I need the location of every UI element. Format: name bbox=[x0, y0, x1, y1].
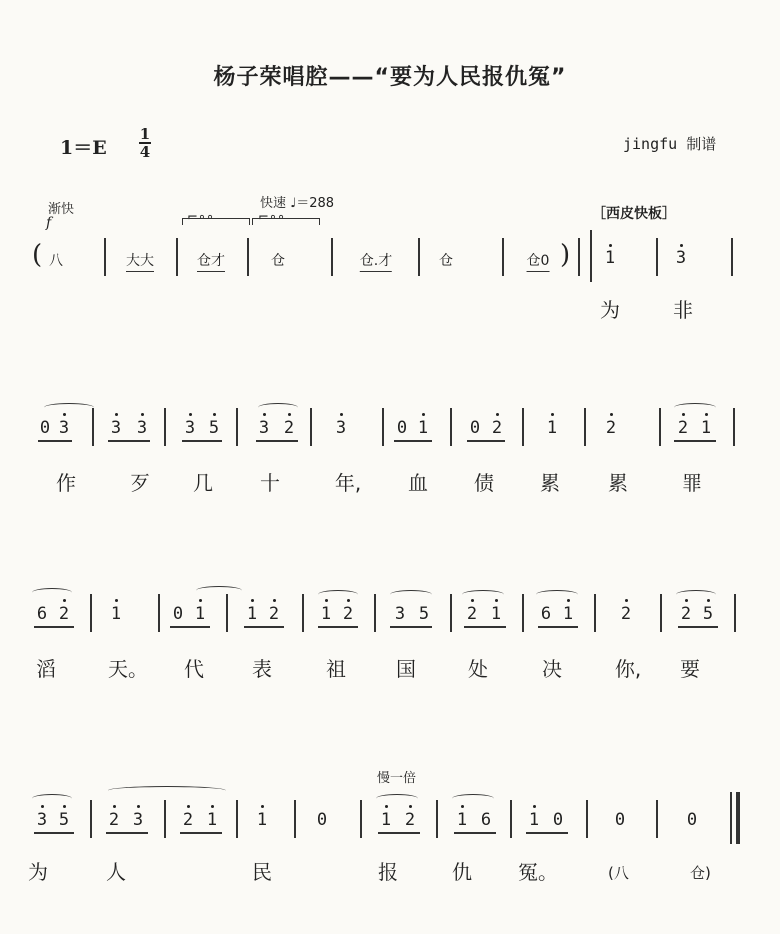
note: 1 bbox=[380, 810, 392, 830]
note: 2 bbox=[58, 604, 70, 624]
note: 6 bbox=[540, 604, 552, 624]
note: 1 bbox=[700, 418, 712, 438]
barline bbox=[510, 800, 512, 838]
perc-cang: 仓 bbox=[439, 253, 453, 269]
note: 3 bbox=[36, 810, 48, 830]
high-octave-dot bbox=[340, 413, 343, 416]
high-octave-dot bbox=[685, 599, 688, 602]
high-octave-dot bbox=[288, 413, 291, 416]
roll-bracket-1: ⌐∘∘ bbox=[187, 210, 215, 225]
slur bbox=[390, 590, 432, 599]
underline bbox=[378, 832, 420, 834]
perc-dada: 大大 bbox=[126, 250, 154, 272]
close-paren: ) bbox=[560, 240, 571, 270]
underline bbox=[256, 440, 298, 442]
note: 5 bbox=[208, 418, 220, 438]
score-title: 杨子荣唱腔——“要为人民报仇冤” bbox=[213, 65, 567, 90]
high-octave-dot bbox=[567, 599, 570, 602]
note: 6 bbox=[36, 604, 48, 624]
note: 1 bbox=[110, 604, 122, 624]
note: 1 bbox=[246, 604, 258, 624]
underline bbox=[464, 626, 506, 628]
high-octave-dot bbox=[261, 805, 264, 808]
barline bbox=[164, 800, 166, 838]
barline bbox=[656, 238, 658, 276]
note: 5 bbox=[58, 810, 70, 830]
lyric: 要 bbox=[680, 657, 700, 681]
note: 3 bbox=[675, 248, 687, 268]
barline bbox=[104, 238, 106, 276]
note: 0 bbox=[686, 810, 698, 830]
slur bbox=[32, 794, 72, 803]
barline bbox=[382, 408, 384, 446]
barline bbox=[733, 408, 735, 446]
note: 1 bbox=[417, 418, 429, 438]
high-octave-dot bbox=[347, 599, 350, 602]
high-octave-dot bbox=[496, 413, 499, 416]
barline bbox=[302, 594, 304, 632]
note: 2 bbox=[182, 810, 194, 830]
note: 0 bbox=[614, 810, 626, 830]
high-octave-dot bbox=[199, 599, 202, 602]
note: 2 bbox=[680, 604, 692, 624]
key-signature: 1＝E bbox=[60, 137, 107, 159]
high-octave-dot bbox=[115, 413, 118, 416]
barline bbox=[594, 594, 596, 632]
note: 3 bbox=[136, 418, 148, 438]
note: 2 bbox=[108, 810, 120, 830]
high-octave-dot bbox=[41, 805, 44, 808]
note: 2 bbox=[620, 604, 632, 624]
barline bbox=[90, 800, 92, 838]
underline bbox=[678, 626, 718, 628]
lyric: 罪 bbox=[682, 471, 702, 495]
underline bbox=[244, 626, 284, 628]
barline bbox=[176, 238, 178, 276]
high-octave-dot bbox=[263, 413, 266, 416]
lyric: 累 bbox=[608, 471, 628, 495]
high-octave-dot bbox=[213, 413, 216, 416]
slur bbox=[32, 588, 72, 597]
lyric: 几 bbox=[193, 471, 213, 495]
lyric: 处 bbox=[468, 657, 488, 681]
underline bbox=[182, 440, 222, 442]
high-octave-dot bbox=[625, 599, 628, 602]
high-octave-dot bbox=[385, 805, 388, 808]
note: 2 bbox=[491, 418, 503, 438]
note: 0 bbox=[396, 418, 408, 438]
barline bbox=[331, 238, 333, 276]
note: 5 bbox=[702, 604, 714, 624]
lyric: 报 bbox=[378, 860, 398, 884]
underline bbox=[34, 626, 74, 628]
ending-perc-ba: (八 bbox=[608, 864, 629, 882]
lyric: 仇 bbox=[452, 860, 472, 884]
barline bbox=[236, 800, 238, 838]
barline bbox=[310, 408, 312, 446]
lyric: 年, bbox=[334, 471, 362, 495]
lyric: 代 bbox=[184, 657, 204, 681]
underline bbox=[454, 832, 496, 834]
high-octave-dot bbox=[211, 805, 214, 808]
barline bbox=[656, 800, 658, 838]
high-octave-dot bbox=[189, 413, 192, 416]
barline bbox=[226, 594, 228, 632]
high-octave-dot bbox=[610, 413, 613, 416]
barline bbox=[659, 408, 661, 446]
high-octave-dot bbox=[115, 599, 118, 602]
underline bbox=[38, 440, 72, 442]
time-signature bbox=[138, 126, 152, 160]
tempo-slower: 慢一倍 bbox=[377, 771, 417, 786]
note: 2 bbox=[342, 604, 354, 624]
roll-bracket-2: ⌐∘∘ bbox=[258, 210, 286, 225]
high-octave-dot bbox=[609, 244, 612, 247]
slur bbox=[452, 794, 494, 803]
high-octave-dot bbox=[137, 805, 140, 808]
note: 3 bbox=[110, 418, 122, 438]
note: 1 bbox=[256, 810, 268, 830]
high-octave-dot bbox=[187, 805, 190, 808]
barline bbox=[247, 238, 249, 276]
slur bbox=[44, 403, 94, 412]
lyric: 滔 bbox=[36, 657, 56, 681]
high-octave-dot bbox=[551, 413, 554, 416]
high-octave-dot bbox=[273, 599, 276, 602]
high-octave-dot bbox=[63, 599, 66, 602]
perc-ba: 八 bbox=[49, 253, 63, 269]
underline bbox=[170, 626, 210, 628]
high-octave-dot bbox=[141, 413, 144, 416]
high-octave-dot bbox=[705, 413, 708, 416]
note: 1 bbox=[206, 810, 218, 830]
note: 2 bbox=[605, 418, 617, 438]
barline bbox=[660, 594, 662, 632]
high-octave-dot bbox=[325, 599, 328, 602]
note: 2 bbox=[268, 604, 280, 624]
ending-perc-cang: 仓) bbox=[690, 864, 711, 882]
lyric: 累 bbox=[540, 471, 560, 495]
open-paren: ( bbox=[32, 240, 43, 270]
note: 1 bbox=[604, 248, 616, 268]
lyric: 非 bbox=[673, 298, 693, 322]
time-denominator: 4 bbox=[139, 143, 151, 161]
note: 1 bbox=[528, 810, 540, 830]
slur bbox=[196, 586, 242, 595]
slur bbox=[108, 786, 226, 795]
high-octave-dot bbox=[409, 805, 412, 808]
slur bbox=[462, 590, 504, 599]
note: 1 bbox=[562, 604, 574, 624]
time-numerator: 1 bbox=[139, 125, 151, 143]
barline bbox=[418, 238, 420, 276]
underline bbox=[674, 440, 716, 442]
barline bbox=[522, 594, 524, 632]
note: 0 bbox=[469, 418, 481, 438]
note: 0 bbox=[552, 810, 564, 830]
barline bbox=[522, 408, 524, 446]
high-octave-dot bbox=[63, 413, 66, 416]
high-octave-dot bbox=[680, 244, 683, 247]
note: 3 bbox=[184, 418, 196, 438]
note: 3 bbox=[335, 418, 347, 438]
lyric: 祖 bbox=[326, 657, 346, 681]
underline bbox=[467, 440, 505, 442]
lyric: 民 bbox=[252, 860, 272, 884]
section-label: ［西皮快板］ bbox=[592, 206, 676, 222]
high-octave-dot bbox=[461, 805, 464, 808]
lyric: 天。 bbox=[108, 657, 148, 681]
lyric: 你, bbox=[614, 657, 642, 681]
note: 1 bbox=[194, 604, 206, 624]
lyric: 作 bbox=[56, 471, 76, 495]
slur bbox=[676, 590, 716, 599]
note: 3 bbox=[58, 418, 70, 438]
barline bbox=[294, 800, 296, 838]
roll-line-1 bbox=[182, 218, 250, 225]
high-octave-dot bbox=[63, 805, 66, 808]
note: 2 bbox=[404, 810, 416, 830]
note: 1 bbox=[546, 418, 558, 438]
underline bbox=[538, 626, 578, 628]
barline bbox=[590, 230, 592, 282]
slur bbox=[258, 403, 298, 412]
high-octave-dot bbox=[422, 413, 425, 416]
lyric: 为 bbox=[28, 860, 48, 884]
barline bbox=[450, 408, 452, 446]
note: 0 bbox=[316, 810, 328, 830]
roll-line-2 bbox=[252, 218, 320, 225]
note: 2 bbox=[466, 604, 478, 624]
barline bbox=[730, 792, 732, 844]
lyric: 人 bbox=[106, 860, 126, 884]
barline bbox=[374, 594, 376, 632]
note: 6 bbox=[480, 810, 492, 830]
slur bbox=[318, 590, 358, 599]
barline bbox=[164, 408, 166, 446]
note: 5 bbox=[418, 604, 430, 624]
lyric: 表 bbox=[252, 657, 272, 681]
note: 2 bbox=[283, 418, 295, 438]
lyric: 债 bbox=[474, 471, 494, 495]
barline bbox=[586, 800, 588, 838]
barline bbox=[450, 594, 452, 632]
high-octave-dot bbox=[533, 805, 536, 808]
perc-cang-rest: 仓0 bbox=[527, 250, 550, 272]
lyric: 为 bbox=[600, 298, 620, 322]
lyric: 歹 bbox=[130, 471, 150, 495]
slur bbox=[376, 794, 418, 803]
barline bbox=[436, 800, 438, 838]
lyric: 十 bbox=[260, 471, 280, 495]
perc-cangcai: 仓才 bbox=[197, 250, 225, 272]
slur bbox=[674, 403, 716, 412]
final-barline bbox=[736, 792, 740, 844]
note: 0 bbox=[172, 604, 184, 624]
perc-cang: 仓 bbox=[271, 253, 285, 269]
lyric: 国 bbox=[396, 657, 416, 681]
tempo-fast: 快速 ♩＝288 bbox=[260, 196, 335, 211]
barline bbox=[734, 594, 736, 632]
barline bbox=[360, 800, 362, 838]
notation-credit: jingfu 制谱 bbox=[623, 135, 717, 153]
barline bbox=[584, 408, 586, 446]
barline bbox=[158, 594, 160, 632]
underline bbox=[394, 440, 432, 442]
slur bbox=[536, 590, 578, 599]
barline bbox=[90, 594, 92, 632]
high-octave-dot bbox=[682, 413, 685, 416]
underline bbox=[34, 832, 74, 834]
barline bbox=[502, 238, 504, 276]
note: 3 bbox=[394, 604, 406, 624]
barline bbox=[92, 408, 94, 446]
underline bbox=[108, 440, 150, 442]
high-octave-dot bbox=[495, 599, 498, 602]
underline bbox=[180, 832, 222, 834]
note: 2 bbox=[677, 418, 689, 438]
note: 0 bbox=[39, 418, 51, 438]
note: 3 bbox=[258, 418, 270, 438]
tempo-accelerando: 渐快 bbox=[48, 202, 75, 217]
note: 1 bbox=[320, 604, 332, 624]
lyric: 决 bbox=[542, 657, 562, 681]
barline bbox=[236, 408, 238, 446]
high-octave-dot bbox=[471, 599, 474, 602]
high-octave-dot bbox=[113, 805, 116, 808]
high-octave-dot bbox=[251, 599, 254, 602]
note: 1 bbox=[490, 604, 502, 624]
perc-cangcai-dotted: 仓.才 bbox=[360, 250, 392, 272]
note: 3 bbox=[132, 810, 144, 830]
lyric: 血 bbox=[408, 471, 428, 495]
dynamic-forte: f bbox=[46, 215, 52, 231]
underline bbox=[106, 832, 148, 834]
barline bbox=[578, 238, 580, 276]
underline bbox=[318, 626, 358, 628]
underline bbox=[390, 626, 432, 628]
lyric: 冤。 bbox=[518, 860, 558, 884]
high-octave-dot bbox=[707, 599, 710, 602]
note: 1 bbox=[456, 810, 468, 830]
underline bbox=[526, 832, 568, 834]
barline bbox=[731, 238, 733, 276]
